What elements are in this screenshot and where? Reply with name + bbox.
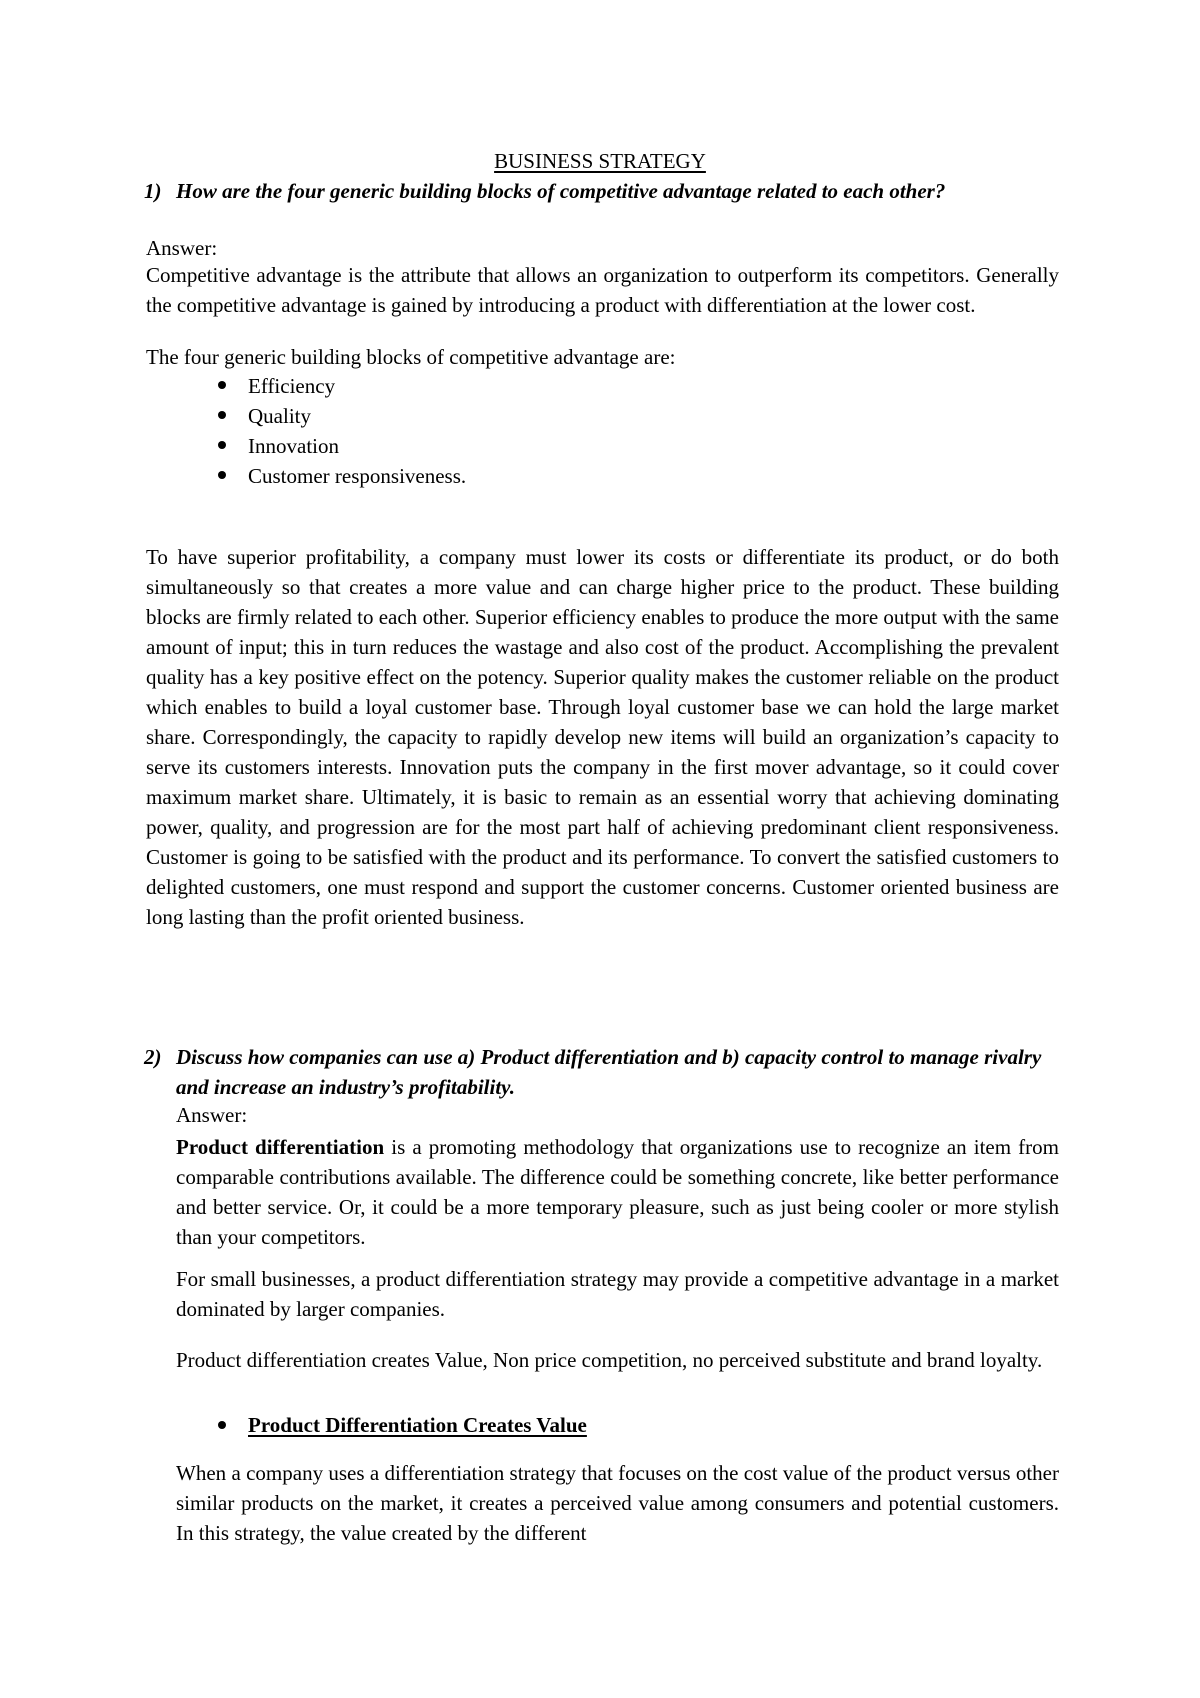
- bullet-icon: [218, 411, 226, 419]
- question-1-number: 1): [144, 179, 162, 203]
- value-paragraph: Product differentiation creates Value, Non price competition, no perceived substitute and brand loyalty.: [176, 1348, 1043, 1372]
- subheading-value-creation: Product Differentiation Creates Value: [248, 1413, 587, 1437]
- question-1-text: How are the four generic building blocks of competitive advantage related to each other?: [176, 179, 946, 203]
- answer-1-discussion-paragraph: To have superior profitability, a company must lower its costs or differentiate its product, or do both simultaneously so that creates a more value and can charge higher price to the product. These building blocks are firmly related to each other. Superior efficiency enables to produce the more output with the same amount of input; this in turn reduces the wastage and also cost of the product. Accomplishing the prevalent quality has a key positive effect on the potency. Superior quality makes the customer reliable on the product which enables to build a loyal customer base. Through loyal customer base we can hold the large market share. Correspondingly, the capacity to rapidly develop new items will build an organization’s capacity to serve its customers interests. Innovation puts the company in the first mover advantage, so it could cover maximum market share. Ultimately, it is basic to remain as an essential worry that achieving dominating power, quality, and progression are for the most part half of achieving predominant client responsiveness. Customer is going to be satisfied with the product and its performance. To convert the satisfied customers to delighted customers, one must respond and support the customer concerns. Customer oriented business are long lasting than the profit oriented business.: [146, 545, 1059, 929]
- value-detail-paragraph: When a company uses a differentiation strategy that focuses on the cost value of the product versus other similar products on the market, it creates a perceived value among consumers and potential customers. In this strategy, the value created by the different: [176, 1461, 1059, 1545]
- building-blocks-list: [218, 371, 466, 491]
- answer-1-intro-paragraph: Competitive advantage is the attribute that allows an organization to outperform its competitors. Generally the competitive advantage is gained by introducing a product with differentiation at the lower cost.: [146, 263, 1059, 317]
- bullet-icon: [218, 471, 226, 479]
- list-item-label: Innovation: [248, 434, 339, 458]
- list-item-label: Customer responsiveness.: [248, 464, 467, 488]
- list-item-label: Efficiency: [248, 374, 336, 398]
- list-item-label: Quality: [248, 404, 311, 428]
- list-item: [218, 431, 466, 461]
- list-item: [218, 461, 466, 491]
- bullet-icon: [218, 381, 226, 389]
- question-2-number: 2): [144, 1045, 162, 1069]
- answer-1-label: Answer:: [146, 236, 218, 260]
- definition-text: is a promoting methodology that organizations use to recognize an item from comparable contributions available. The difference could be something concrete, like better performance and better service. Or, it could be a more temporary pleasure, such as just being cooler or more stylish than your competitors.: [176, 1135, 1060, 1249]
- definition-term: Product differentiation: [176, 1135, 385, 1159]
- question-2-text: Discuss how companies can use a) Product differentiation and b) capacity control to manage rivalry and increase an industry’s profitability.: [176, 1045, 1042, 1099]
- bullet-icon: [218, 441, 226, 449]
- list-item: [218, 401, 466, 431]
- list-item: [218, 371, 466, 401]
- product-differentiation-definition: [176, 1132, 1059, 1252]
- small-business-paragraph: For small businesses, a product differentiation strategy may provide a competitive advantage in a market dominated by larger companies.: [176, 1267, 1059, 1321]
- answer-2-label: Answer:: [176, 1103, 248, 1127]
- bullet-icon: [218, 1421, 226, 1429]
- page-title: BUSINESS STRATEGY: [494, 149, 706, 173]
- building-blocks-intro: The four generic building blocks of competitive advantage are:: [146, 345, 676, 369]
